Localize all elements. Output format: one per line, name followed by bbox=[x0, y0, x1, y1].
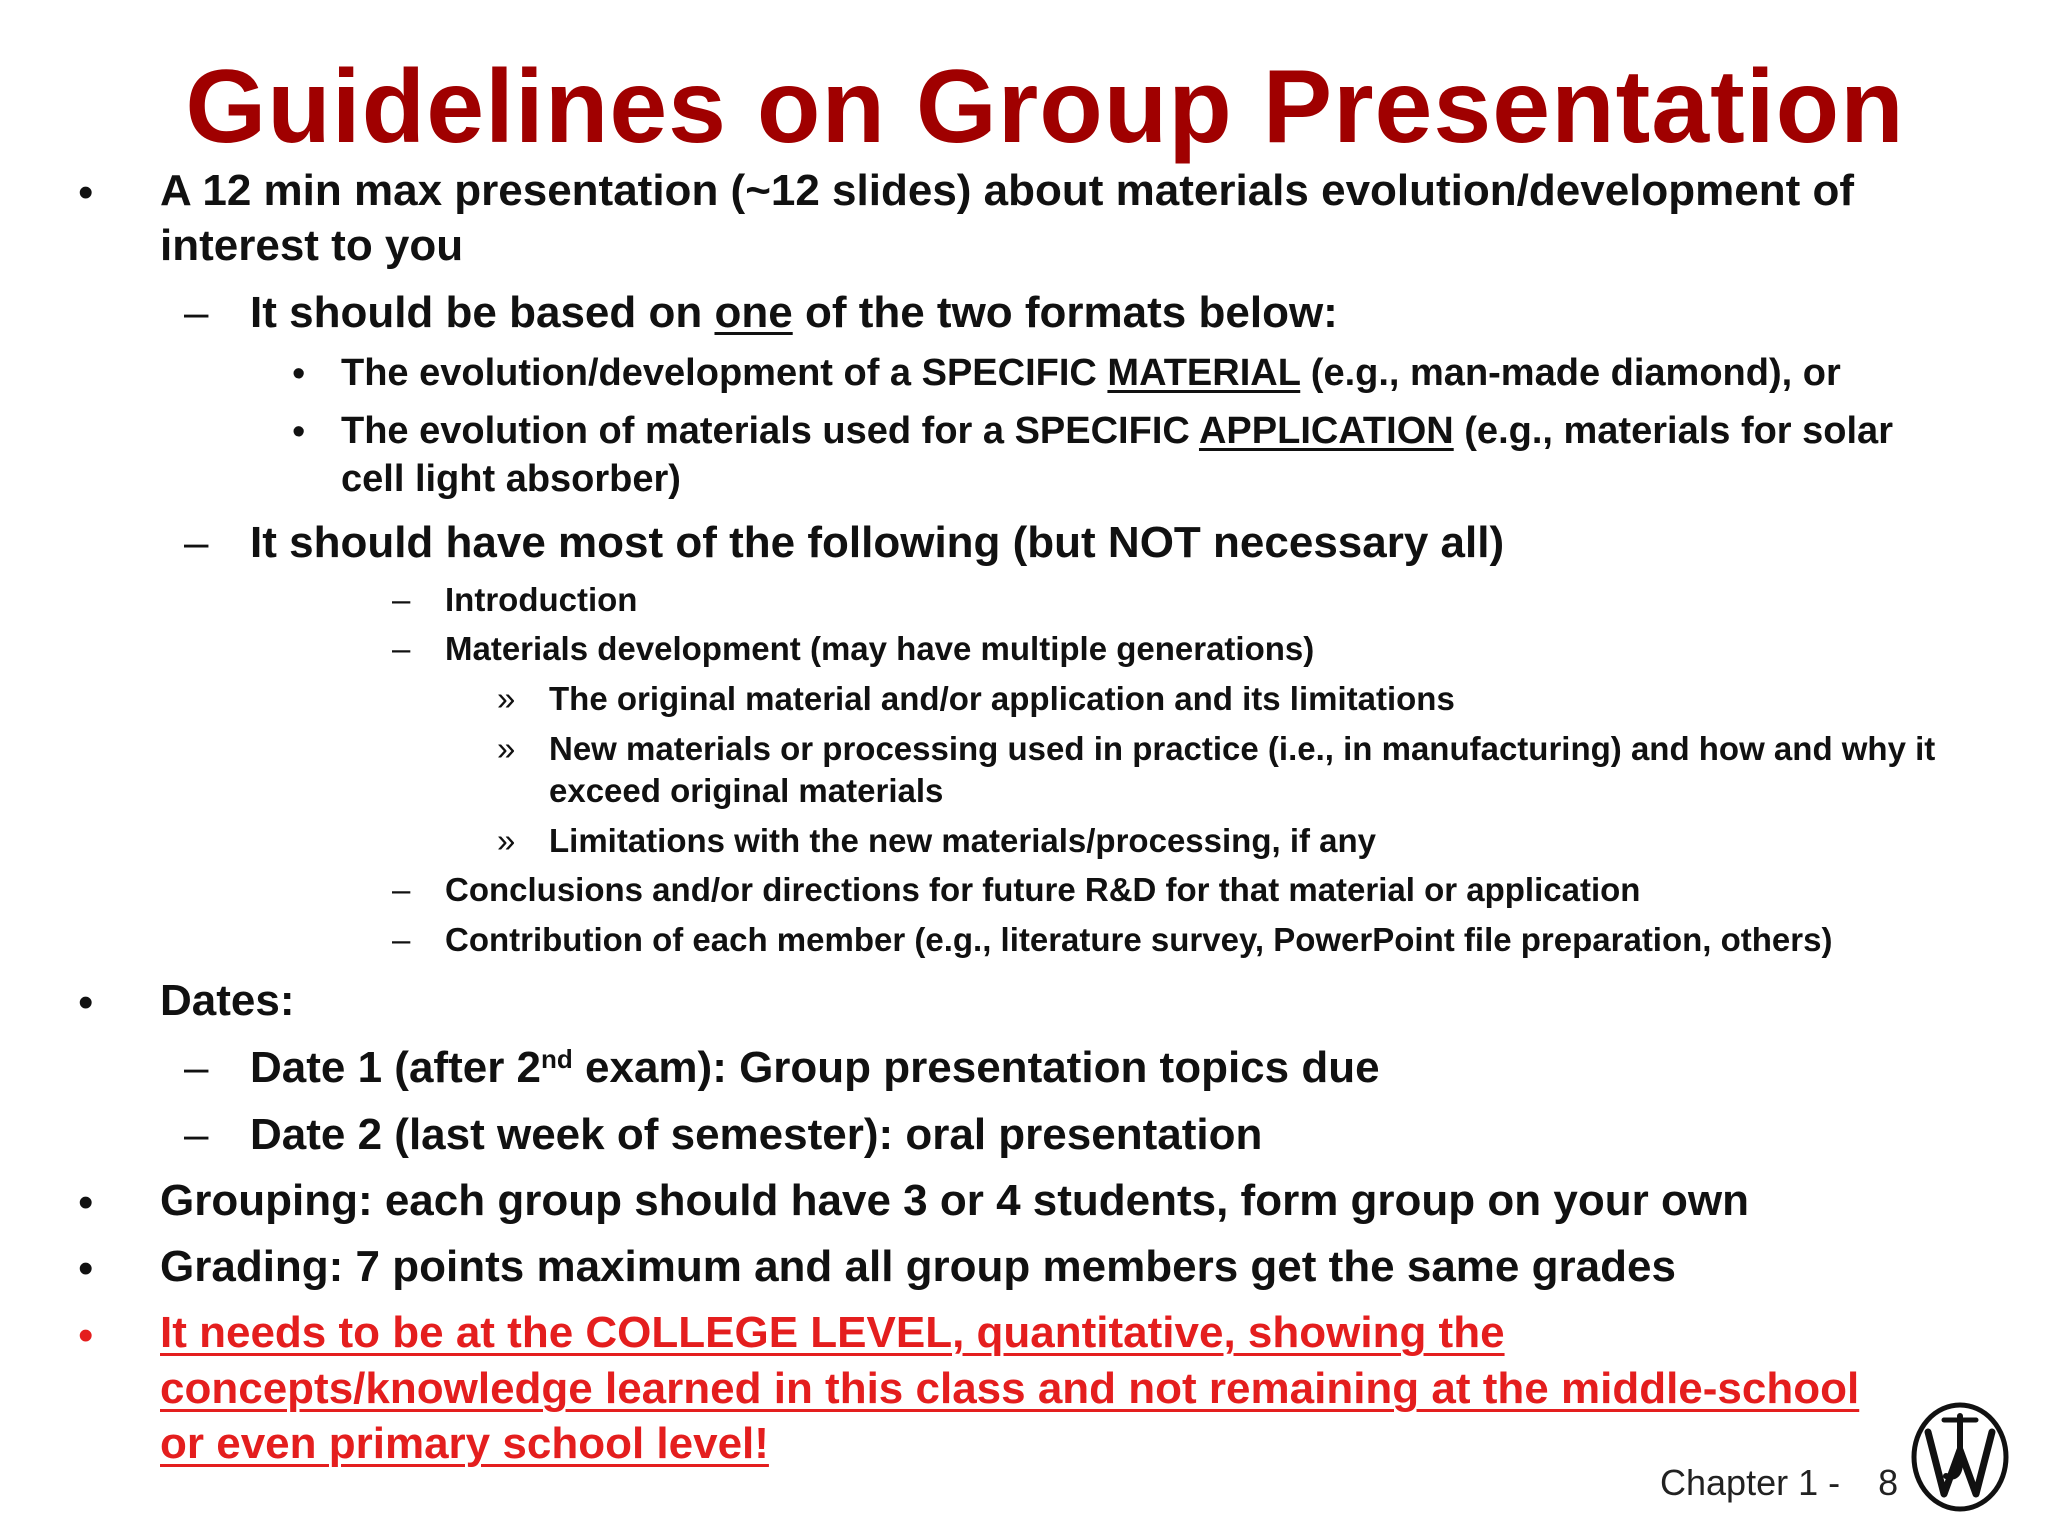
dash-marker: – bbox=[184, 1043, 209, 1092]
warning-line3: or even primary school level! bbox=[160, 1419, 769, 1468]
content-subitem: The original material and/or application and its limitations bbox=[549, 680, 1455, 717]
content-subitem: Limitations with the new materials/processing, if any bbox=[549, 822, 1377, 859]
sub-formats: It should be based on one of the two formats below: bbox=[250, 288, 1338, 337]
wiley-logo-icon bbox=[1910, 1402, 2010, 1512]
bullet-marker: • bbox=[292, 411, 306, 453]
format-application-line1: The evolution of materials used for a SPECIFIC APPLICATION (e.g., materials for solar bbox=[341, 410, 1893, 452]
format-application-line2: cell light absorber) bbox=[341, 458, 681, 500]
dash-marker: – bbox=[392, 921, 411, 958]
date-2: Date 2 (last week of semester): oral presentation bbox=[250, 1110, 1263, 1159]
grouping-text: Grouping: each group should have 3 or 4 students, form group on your own bbox=[160, 1176, 1749, 1225]
warning-line2: concepts/knowledge learned in this class and not remaining at the middle-school bbox=[160, 1364, 1860, 1413]
dash-marker: – bbox=[184, 518, 209, 567]
bullet-presentation-line1: A 12 min max presentation (~12 slides) about materials evolution/development of bbox=[160, 166, 1855, 215]
warning-line1: It needs to be at the COLLEGE LEVEL, quantitative, showing the bbox=[160, 1308, 1505, 1357]
dash-marker: – bbox=[392, 871, 411, 908]
bullet-marker: • bbox=[78, 168, 94, 217]
content-item: Contribution of each member (e.g., literature survey, PowerPoint file preparation, others) bbox=[445, 921, 1833, 958]
dates-heading: Dates: bbox=[160, 976, 295, 1025]
content-item: Materials development (may have multiple generations) bbox=[445, 630, 1315, 667]
chevron-marker: » bbox=[497, 730, 516, 767]
bullet-marker: • bbox=[78, 1311, 94, 1360]
slide-title: Guidelines on Group Presentation bbox=[185, 49, 1905, 165]
content-item: Conclusions and/or directions for future R&D for that material or application bbox=[445, 871, 1641, 908]
bullet-marker: • bbox=[292, 353, 306, 395]
bullet-marker: • bbox=[78, 978, 94, 1027]
sub-contents: It should have most of the following (but NOT necessary all) bbox=[250, 518, 1505, 567]
dash-marker: – bbox=[392, 581, 411, 618]
chevron-marker: » bbox=[497, 822, 516, 859]
grading-text: Grading: 7 points maximum and all group members get the same grades bbox=[160, 1242, 1676, 1291]
dash-marker: – bbox=[184, 1110, 209, 1159]
content-subitem-cont: exceed original materials bbox=[549, 772, 944, 809]
bullet-marker: • bbox=[78, 1178, 94, 1227]
bullet-marker: • bbox=[78, 1244, 94, 1293]
chevron-marker: » bbox=[497, 680, 516, 717]
date-1: Date 1 (after 2nd exam): Group presentation topics due bbox=[250, 1043, 1380, 1092]
dash-marker: – bbox=[184, 288, 209, 337]
content-subitem: New materials or processing used in practice (i.e., in manufacturing) and how and why it bbox=[549, 730, 1936, 767]
format-material: The evolution/development of a SPECIFIC MATERIAL (e.g., man-made diamond), or bbox=[341, 352, 1841, 394]
content-item: Introduction bbox=[445, 581, 638, 618]
bullet-presentation-line2: interest to you bbox=[160, 221, 464, 270]
page-number: 8 bbox=[1878, 1462, 1899, 1503]
dash-marker: – bbox=[392, 630, 411, 667]
chapter-label: Chapter 1 - bbox=[1660, 1462, 1841, 1503]
